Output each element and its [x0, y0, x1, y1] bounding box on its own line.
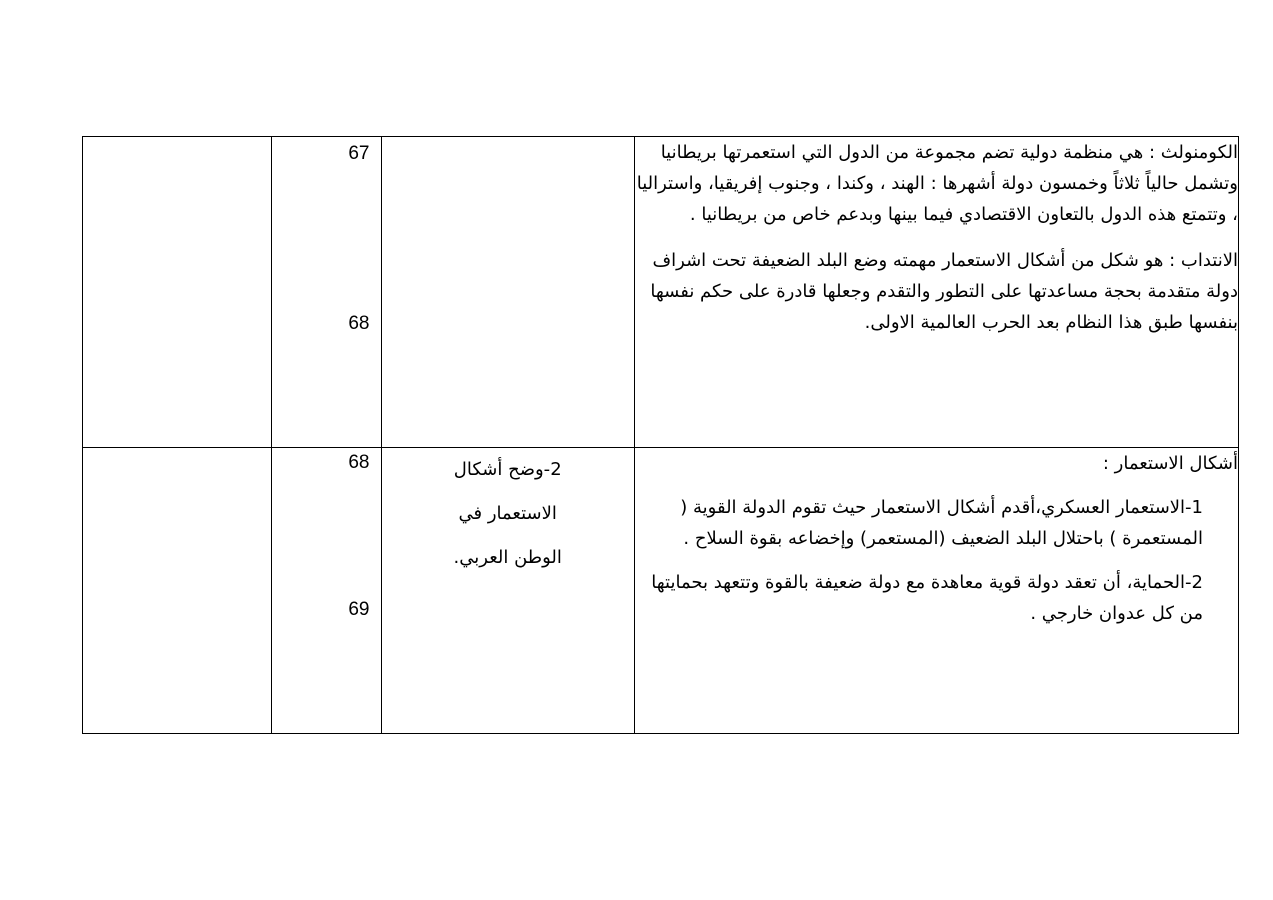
page-number: 68 [348, 313, 370, 334]
protectorate-item: 2-الحماية، أن تعقد دولة قوية معاهدة مع دولة ضعيفة بالقوة وتتعهد بحمايتها من كل عدوان خارجي . [651, 572, 1203, 624]
military-colonialism-item: 1-الاستعمار العسكري،أقدم أشكال الاستعمار حيث تقوم الدولة القوية ( المستعمرة ) باحتلال البلد الضعيف (المستعمر) وإخضاعه بقوة السلاح . [680, 497, 1203, 549]
objective-cell [381, 448, 634, 734]
page-number: 67 [348, 143, 370, 164]
page-number: 69 [348, 599, 370, 620]
mandate-definition: الانتداب : هو شكل من أشكال الاستعمار مهمته وضع البلد الضعيفة تحت اشراف دولة متقدمة بحجة مساعدتها على التطور والتقدم وجعلها قادرة على حكم نفسها بنفسها طبق هذا النظام بعد الحرب العالمية الاولى. [650, 250, 1238, 333]
table-row [83, 137, 1239, 448]
page-numbers-cell [272, 137, 381, 448]
section-heading: أشكال الاستعمار : [1102, 453, 1238, 474]
notes-cell [83, 137, 272, 448]
objective-cell [381, 137, 634, 448]
notes-cell [83, 448, 272, 734]
commonwealth-definition: الكومنولث : هي منظمة دولية تضم مجموعة من الدول التي استعمرتها بريطانيا وتشمل حالياً ثلاثاً وخمسون دولة أشهرها : الهند ، وكندا ، وجنوب إفريقيا، واستراليا ، وتتمتع هذه الدول بالتعاون الاقتصادي فيما بينها وبدعم خاص من بريطانيا . [636, 142, 1238, 225]
lesson-table [82, 136, 1239, 734]
objective-line: 2-وضح أشكال [453, 459, 562, 480]
table-row [83, 448, 1239, 734]
content-cell [634, 137, 1238, 448]
content-cell [634, 448, 1238, 734]
objective-line: الوطن العربي. [453, 547, 562, 568]
page-numbers-cell [272, 448, 381, 734]
page-number: 68 [348, 452, 370, 473]
objective-line: الاستعمار في [458, 503, 557, 524]
